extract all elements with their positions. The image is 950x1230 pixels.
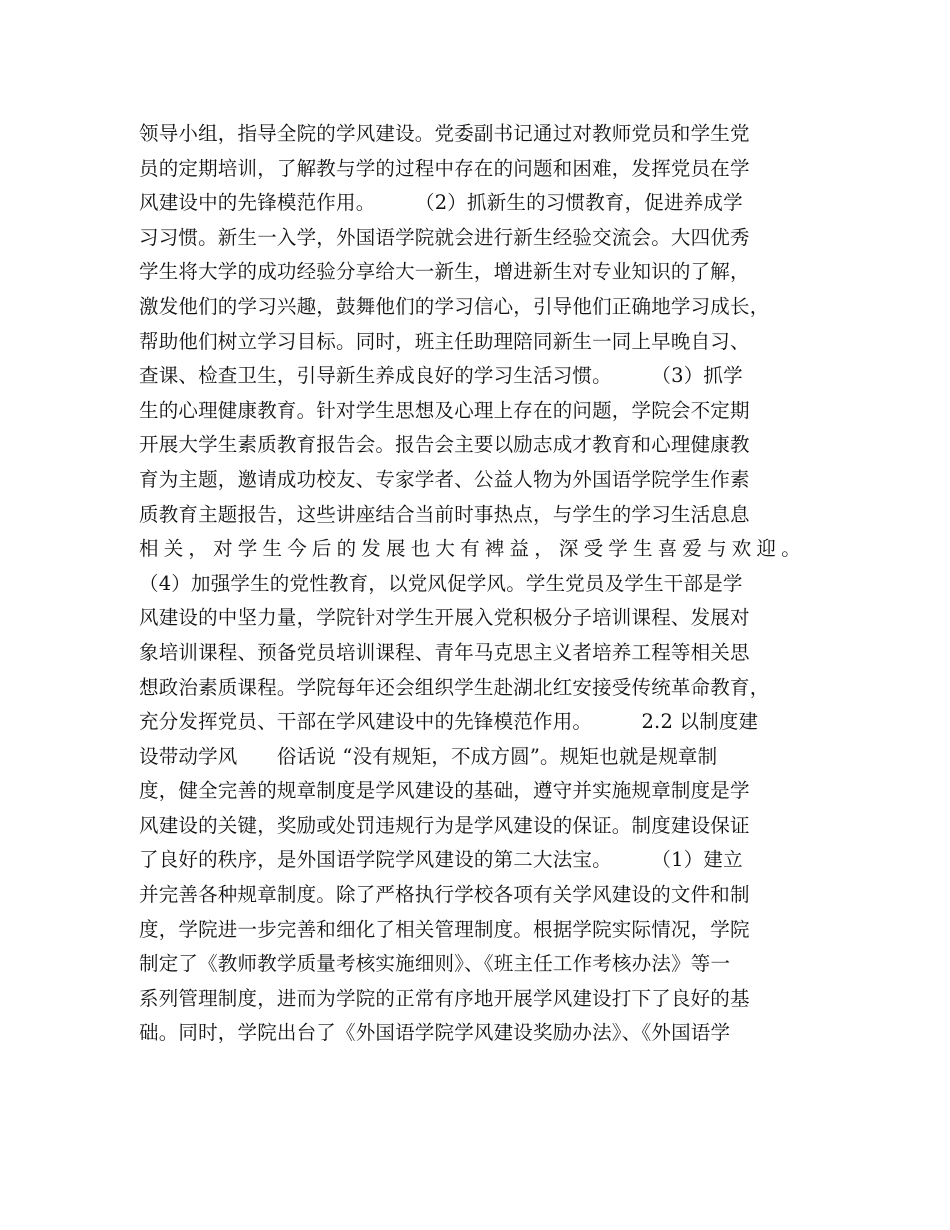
text-line: 质教育主题报告，这些讲座结合当前时事热点，与学生的学习生活息息 [139,502,750,526]
text-line: 生的心理健康教育。针对学生思想及心理上存在的问题，学院会不定期 [139,398,750,422]
text-line: （4）加强学生的党性教育，以党风促学风。学生党员及学生干部是学 [139,571,743,595]
text-line: 了良好的秩序，是外国语学院学风建设的第二大法宝。 （1）建立 [139,848,743,872]
text-line: 育为主题，邀请成功校友、专家学者、公益人物为外国语学院学生作素 [139,467,750,491]
text-line: 帮助他们树立学习目标。同时，班主任助理陪同新生一同上早晚自习、 [139,329,750,353]
text-line: 制定了《教师教学质量考核实施细则》、《班主任工作考核办法》等一 [139,952,731,976]
text-line: 学生将大学的成功经验分享给大一新生，增进新生对专业知识的了解， [139,260,750,284]
text-line: 激发他们的学习兴趣，鼓舞他们的学习信心，引导他们正确地学习成长， [139,294,770,318]
text-line: 领导小组，指导全院的学风建设。党委副书记通过对教师党员和学生党 [139,122,750,145]
text-line: 设带动学风 俗话说 “没有规矩，不成方圆”。规矩也就是规章制 [139,744,718,768]
text-line: 度，健全完善的规章制度是学风建设的基础，遵守并实施规章制度是学 [139,779,750,803]
text-line: 度，学院进一步完善和细化了相关管理制度。根据学院实际情况，学院 [139,917,750,941]
text-line: 础。同时，学院出台了《外国语学院学风建设奖励办法》、《外国语学 [139,1021,731,1045]
text-line: 相关，对学生今后的发展也大有裨益，深受学生喜爱与欢迎。 [139,537,806,561]
text-line: 查课、检查卫生，引导新生养成良好的学习生活习惯。 （3）抓学 [139,364,743,388]
text-line: 开展大学生素质教育报告会。报告会主要以励志成才教育和心理健康教 [139,433,750,457]
text-line: 充分发挥党员、干部在学风建设中的先锋模范作用。 2.2 以制度建 [139,710,759,734]
text-line: 习习惯。新生一入学，外国语学院就会进行新生经验交流会。大四优秀 [139,225,750,249]
text-line: 系列管理制度，进而为学院的正常有序地开展学风建设打下了良好的基 [139,986,750,1010]
text-line: 员的定期培训，了解教与学的过程中存在的问题和困难，发挥党员在学 [139,156,750,180]
text-line: 风建设的关键，奖励或处罚违规行为是学风建设的保证。制度建设保证 [139,813,750,837]
text-line: 风建设的中坚力量，学院针对学生开展入党积极分子培训课程、发展对 [139,606,750,630]
text-line: 想政治素质课程。学院每年还会组织学生赴湖北红安接受传统革命教育， [139,675,770,699]
body-text [139,117,829,1051]
text-line: 风建设中的先锋模范作用。 （2）抓新生的习惯教育，促进养成学 [139,191,743,215]
text-line: 象培训课程、预备党员培训课程、青年马克思主义者培养工程等相关思 [139,640,750,664]
text-line: 并完善各种规章制度。除了严格执行学校各项有关学风建设的文件和制 [139,883,750,907]
